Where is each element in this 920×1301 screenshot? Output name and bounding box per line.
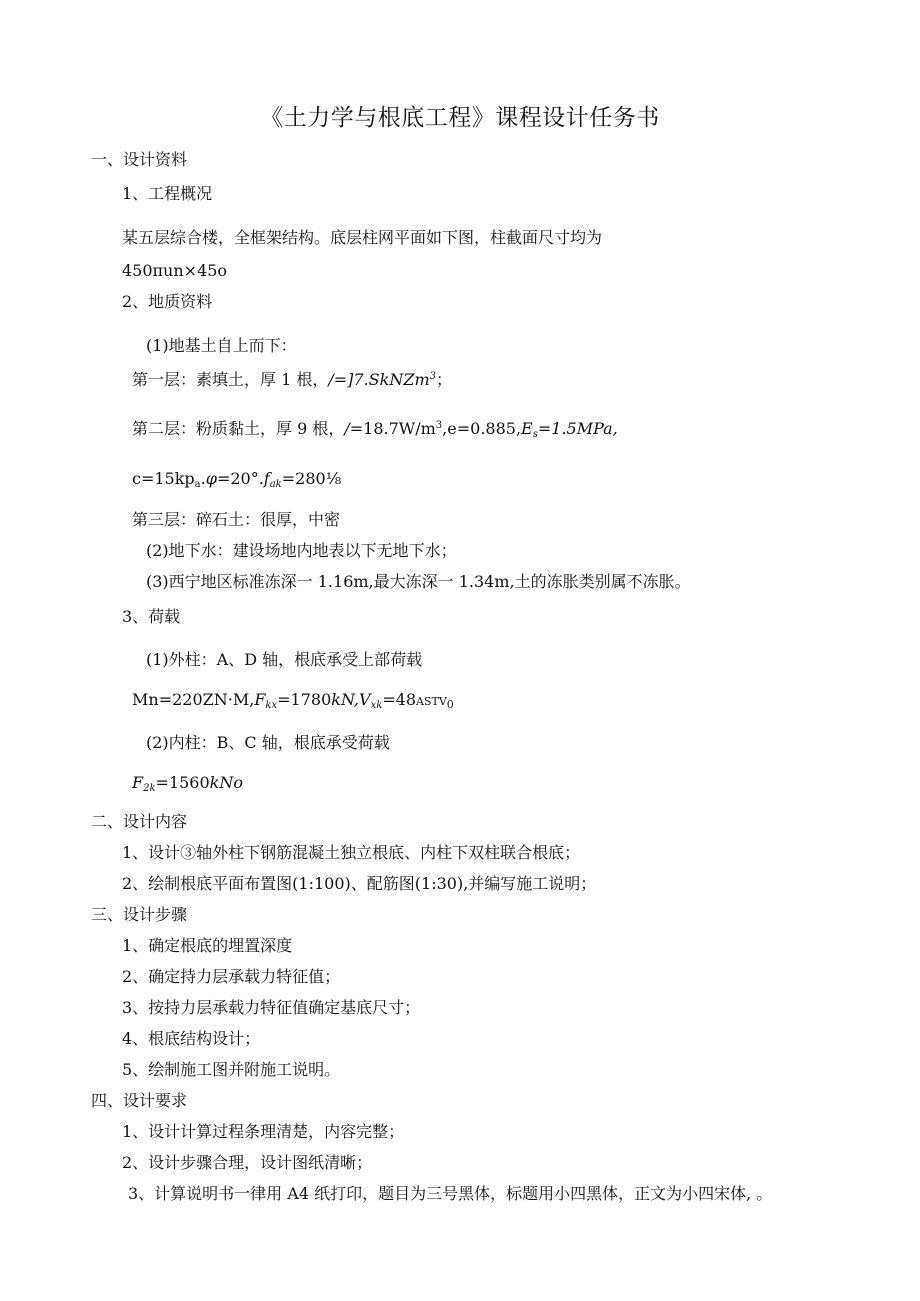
list-item: 1、确定根底的埋置深度 — [122, 936, 293, 955]
paragraph-outer-column: (1)外柱：A、D 轴，根底承受上部荷载 — [146, 650, 423, 669]
layer-2-prefix: 第二层：粉质黏土，厚 9 根， — [132, 419, 345, 438]
subheading-project-overview: 1、工程概况 — [122, 184, 213, 203]
cohesion-value: c=15kp — [132, 469, 195, 488]
section-heading-design-data: 一、设计资料 — [91, 150, 188, 169]
inner-force-symbol: F — [132, 773, 144, 792]
bearing-capacity-value: =280⅛ — [281, 469, 342, 488]
paragraph-groundwater: (2)地下水：建设场地内地表以下无地下水； — [146, 541, 457, 560]
friction-angle-symbol: φ — [205, 469, 217, 488]
shear-force-symbol: kN,V — [331, 690, 371, 709]
list-item: 4、根底结构设计； — [122, 1029, 261, 1048]
layer-2-unit-sup: 3 — [435, 420, 443, 431]
axial-force-symbol: F — [254, 690, 266, 709]
document-title: 《土力学与根底工程》课程设计任务书 — [260, 105, 660, 131]
inner-force-value: =1560 — [155, 773, 210, 792]
list-item: 3、按持力层承载力特征值确定基底尺寸； — [122, 998, 421, 1017]
list-item: 2、设计步骤合理，设计图纸清晰； — [122, 1153, 373, 1172]
layer-1-formula-sup: 3 — [429, 371, 436, 382]
soil-layer-3: 第三层：碎石土：很厚，中密 — [132, 510, 341, 529]
friction-angle-value: =20°. — [216, 469, 264, 488]
subheading-loads: 3、荷载 — [122, 607, 181, 626]
shear-force-unit: ASTV — [416, 695, 447, 708]
soil-layer-2 — [132, 419, 618, 439]
section-heading-design-steps: 三、设计步骤 — [91, 905, 188, 924]
separator-dot: . — [200, 469, 206, 488]
bearing-capacity-symbol: f — [263, 469, 270, 488]
paragraph-column-size: 450πun×45o — [122, 261, 228, 280]
inner-force-unit: kNo — [209, 773, 243, 792]
section-heading-design-content: 二、设计内容 — [91, 812, 188, 831]
section-heading-design-requirements: 四、设计要求 — [91, 1091, 188, 1110]
subheading-geology: 2、地质资料 — [122, 292, 213, 311]
axial-force-sub: kx — [265, 700, 278, 711]
inner-force-sub: 2k — [143, 783, 156, 794]
layer-2-modulus-value: =1.5MPa, — [537, 419, 618, 438]
moment-value: Mn=220ZN·M, — [132, 690, 255, 709]
layer-2-modulus-sub: s — [532, 429, 538, 440]
shear-force-sub: xk — [370, 700, 383, 711]
layer-2-gamma: / — [344, 419, 350, 438]
shear-force-value: =48 — [382, 690, 417, 709]
list-item: 2、确定持力层承载力特征值； — [122, 967, 341, 986]
paragraph-overview-text: 某五层综合楼，全框架结构。底层柱网平面如下图，柱截面尺寸均为 — [122, 228, 603, 247]
paragraph-soil-order: (1)地基土自上而下： — [146, 336, 297, 355]
paragraph-inner-column: (2)内柱：B、C 轴，根底承受荷载 — [146, 733, 390, 752]
axial-force-value: =1780 — [277, 690, 332, 709]
layer-2-unit-weight: =18.7W/m — [349, 419, 436, 438]
list-item: 2、绘制根底平面布置图(1:100)、配筋图(1:30),并编写施工说明； — [122, 874, 597, 893]
layer-1-prefix: 第一层：素填土，厚 1 根， — [132, 370, 329, 389]
cohesion-sub: a — [194, 479, 201, 490]
list-item: 1、设计计算过程条理清楚，内容完整； — [122, 1122, 405, 1141]
layer-1-suffix: ； — [435, 370, 452, 389]
list-item: 3、计算说明书一律用 A4 纸打印，题目为三号黑体，标题用小四黑体，正文为小四宋体, 。 — [128, 1184, 773, 1203]
soil-layer-2-strength — [132, 469, 341, 489]
soil-layer-1 — [132, 370, 452, 390]
outer-column-loads — [132, 690, 454, 712]
inner-column-load — [132, 773, 243, 793]
list-item: 1、设计③轴外柱下钢筋混凝土独立根底、内柱下双柱联合根底； — [122, 843, 581, 862]
layer-1-formula: /=]7.SkNZm — [328, 370, 430, 389]
shear-force-unit-sub: 0 — [446, 698, 454, 711]
paragraph-frost-depth: (3)西宁地区标准冻深一 1.16m,最大冻深一 1.34m,土的冻胀类别属不冻胀。 — [146, 572, 691, 591]
layer-2-void-ratio: ,e=0.885, — [442, 419, 522, 438]
bearing-capacity-sub: ak — [269, 479, 282, 490]
list-item: 5、绘制施工图并附施工说明。 — [122, 1060, 341, 1079]
layer-2-modulus-symbol: E — [521, 419, 533, 438]
